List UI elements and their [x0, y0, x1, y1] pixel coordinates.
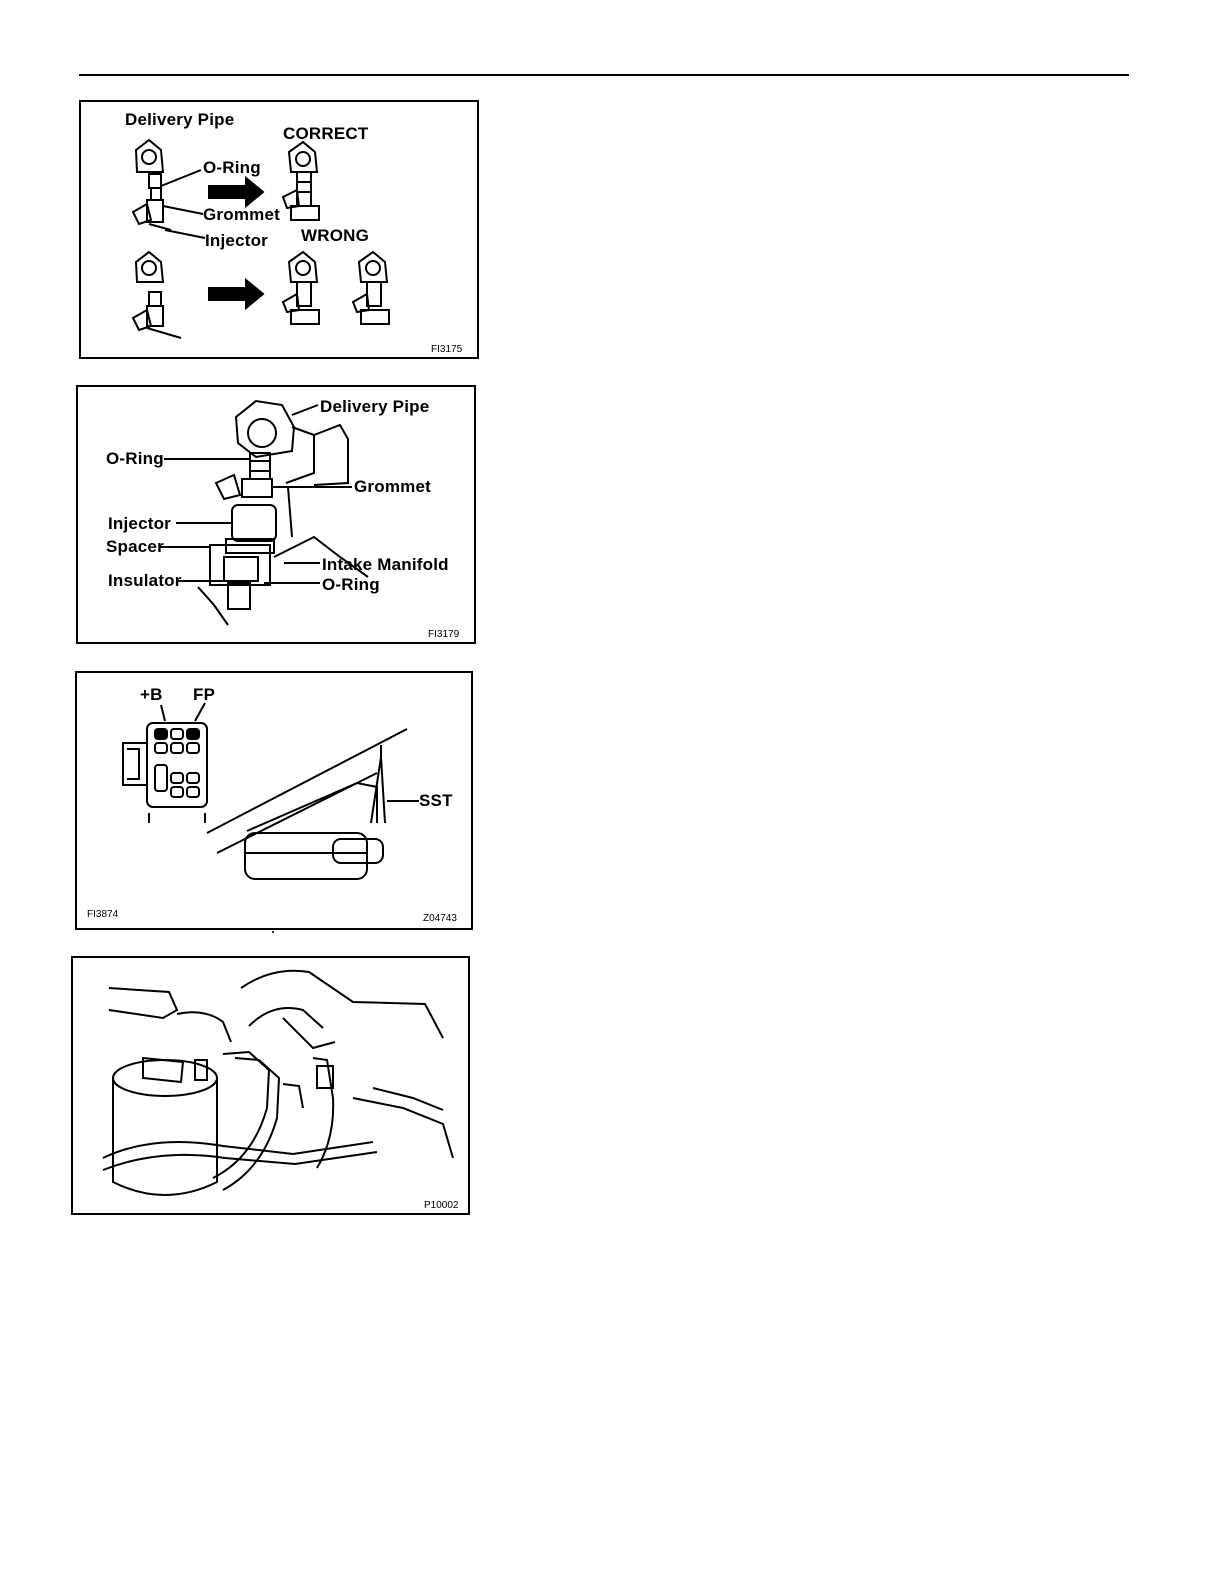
label-injector: Injector: [108, 514, 172, 533]
figure-code: FI3175: [431, 344, 463, 355]
label-fp: FP: [193, 685, 216, 704]
label-insulator: Insulator: [108, 571, 182, 590]
label-grommet: Grommet: [354, 477, 431, 496]
label-wrong: WRONG: [301, 226, 370, 245]
figure-code-right: Z04743: [423, 913, 457, 924]
hose-drawing: [103, 1012, 453, 1190]
injector-orientation-drawing: [81, 102, 479, 359]
label-o-ring-lower: O-Ring: [322, 575, 380, 594]
figure-check-connector-sst: [75, 671, 473, 930]
delivery-pipe-drawing: [136, 140, 163, 172]
label-o-ring-upper: O-Ring: [106, 449, 164, 468]
label-plus-b: +B: [140, 685, 163, 704]
figure-fuel-hose-pinch: [71, 956, 470, 1215]
figure-code-left: FI3874: [87, 909, 119, 920]
label-spacer: Spacer: [106, 537, 164, 556]
label-grommet: Grommet: [203, 205, 280, 224]
label-delivery-pipe: Delivery Pipe: [125, 110, 235, 129]
header-rule: [79, 74, 1129, 76]
label-o-ring: O-Ring: [203, 158, 261, 177]
fuse-box-drawing: [207, 729, 419, 879]
check-connector-drawing: [123, 703, 207, 823]
hand-drawing: [109, 971, 443, 1048]
label-correct: CORRECT: [283, 124, 369, 143]
stray-mark: [272, 931, 274, 933]
figure-code: P10002: [424, 1200, 459, 1211]
check-connector-drawing: [77, 673, 473, 930]
figure-injector-components: [76, 385, 476, 644]
label-delivery-pipe: Delivery Pipe: [320, 397, 430, 416]
label-sst: SST: [419, 791, 453, 810]
label-injector: Injector: [205, 231, 269, 250]
figure-code: FI3179: [428, 629, 460, 640]
fuel-filter-drawing: [113, 1058, 217, 1195]
fuel-hose-drawing: [73, 958, 470, 1215]
delivery-pipe-drawing: [236, 401, 348, 537]
figure-injector-installation: [79, 100, 479, 359]
label-intake-manifold: Intake Manifold: [322, 555, 449, 574]
